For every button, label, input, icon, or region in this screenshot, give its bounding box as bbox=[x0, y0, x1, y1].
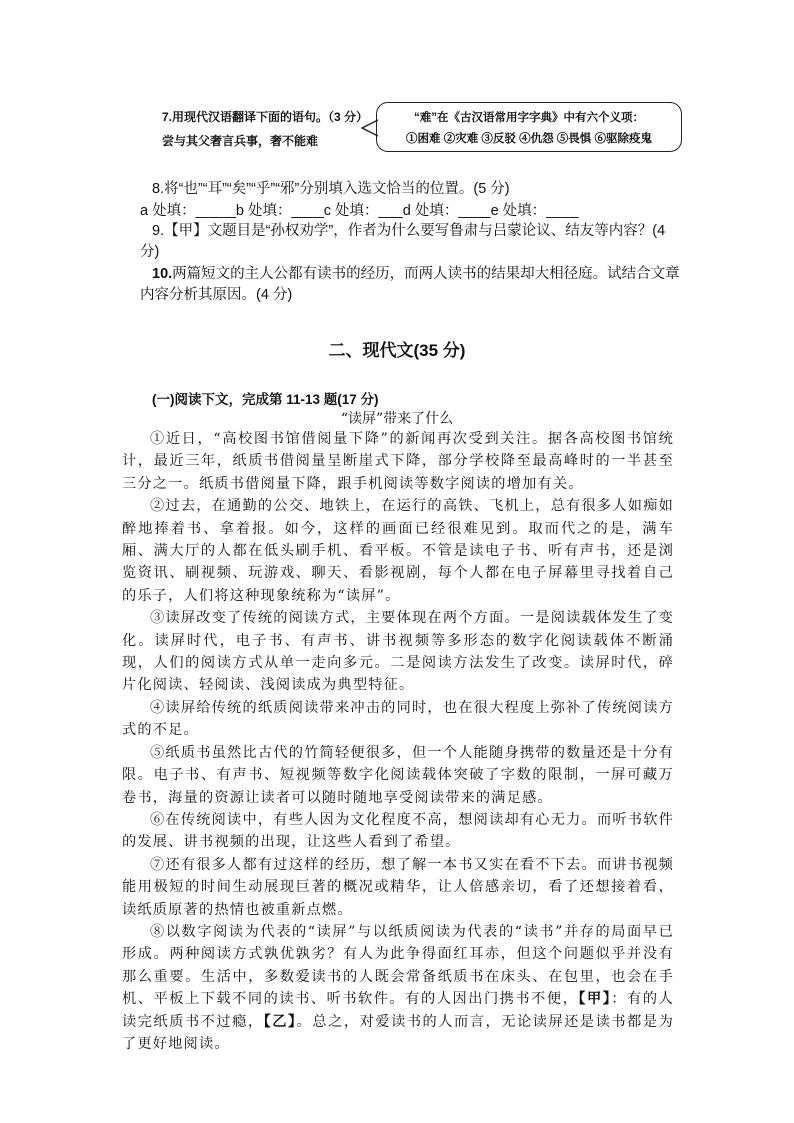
paragraph-8-part-b: ：有的人读完纸质书不过瘾， bbox=[122, 991, 674, 1030]
question-7 bbox=[162, 105, 372, 153]
article-paragraph-8 bbox=[122, 921, 674, 1055]
question-10-number: 10. bbox=[152, 266, 173, 282]
dictionary-note-title: “难”在《古汉语常用字字典》中有六个义项： bbox=[414, 112, 644, 124]
article-paragraph-1: ①近日，“高校图书馆借阅量下降”的新闻再次受到关注。据各高校图书馆统计，最近三年，纸质书借阅量呈断崖式下降，部分学校降至最高峰时的一半甚至三分之一。纸质书借阅量下降，跟手机阅读等数字阅读的增加有关。 bbox=[122, 431, 674, 492]
article-body bbox=[122, 428, 674, 1055]
reading-part-heading: (一)阅读下文，完成第 11-13 题(17 分) bbox=[152, 392, 379, 407]
question-7-prompt: 7.用现代汉语翻译下面的语句。（3 分） bbox=[162, 110, 369, 124]
article-paragraph-2: ②过去，在通勤的公交、地铁上，在运行的高铁、飞机上，总有很多人如痴如醉地捧着书、拿着报。如今，这样的画面已经很难见到。取而代之的是，满车厢、满大厅的人都在低头刷手机、看平板。不管是读电子书、听有声书，还是浏览资讯、刷视频、玩游戏、聊天、看影视剧，每个人都在电子屏幕里寻找着自己的乐子，人们将这种现象统称为“读屏”。 bbox=[122, 498, 674, 604]
dictionary-note-bubble bbox=[376, 102, 682, 152]
dictionary-note-meanings: ①困难 ②灾难 ③反驳 ④仇怨 ⑤畏惧 ⑥驱除疫鬼 bbox=[406, 133, 652, 145]
question-7-sentence: 尝与其父奢言兵事，奢不能难 bbox=[162, 134, 319, 148]
paragraph-8-part-a: ⑧以数字阅读为代表的“读屏”与以纸质阅读为代表的“读书”并存的局面早已形成。两种阅读方式孰优孰劣？有人为此争得面红耳赤，但这个问题似乎并没有那么重要。生活中，多数爱读书的人既会常备纸质书在床头、在包里，也会在手机、平板上下载不同的读书、听书软件。有的人因出门携书不便， bbox=[122, 923, 674, 1008]
blank-marker-yi: 【乙】 bbox=[263, 1013, 297, 1030]
question-8: 8.将“也”“耳”“矣”“乎”“邪”分别填入选文恰当的位置。(5 分) bbox=[152, 181, 510, 197]
article-paragraph-4: ④读屏给传统的纸质阅读带来冲击的同时，也在很大程度上弥补了传统阅读方式的不足。 bbox=[122, 699, 674, 739]
article-paragraph-6: ⑥在传统阅读中，有些人因为文化程度不高，想阅读却有心无力。而听书软件的发展、讲书视频的出现，让这些人看到了希望。 bbox=[122, 811, 674, 851]
section-title: 二、现代文(35 分) bbox=[328, 341, 466, 360]
question-8-blanks: a 处填：_____b 处填：____c 处填：___d 处填：____e 处填：____ bbox=[140, 203, 579, 219]
blank-marker-jia: 【甲】 bbox=[578, 991, 612, 1008]
article-paragraph-7: ⑦还有很多人都有过这样的经历，想了解一本书又实在看不下去。而讲书视频能用极短的时间生动展现巨著的概况或精华，让人倍感亲切，看了还想接着看，读纸质原著的热情也被重新点燃。 bbox=[122, 856, 674, 918]
question-9: 9.【甲】文题目是“孙权劝学”，作者为什么要写鲁肃与吕蒙论议、结友等内容？(4 分) bbox=[140, 223, 666, 260]
paragraph-8-part-c: 。总之，对爱读书的人而言，无论读屏还是读书都是为了更好地阅读。 bbox=[122, 1013, 674, 1052]
article-paragraph-3: ③读屏改变了传统的阅读方式，主要体现在两个方面。一是阅读载体发生了变化。读屏时代，电子书、有声书、讲书视频等多形态的数字化阅读载体不断涌现，人们的阅读方式从单一走向多元。二是阅读方法发生了改变。读屏时代，碎片化阅读、轻阅读、浅阅读成为典型特征。 bbox=[122, 610, 674, 694]
article-title: “读屏”带来了什么 bbox=[340, 411, 454, 427]
article-paragraph-5: ⑤纸质书虽然比古代的竹简轻便很多，但一个人能随身携带的数量还是十分有限。电子书、有声书、短视频等数字化阅读载体突破了字数的限制，一屏可藏万卷书，海量的资源让读者可以随时随地享受阅读带来的满足感。 bbox=[122, 744, 674, 806]
question-10-text: 两篇短文的主人公都有读书的经历，而两人读书的结果却大相径庭。试结合文章内容分析其原因。(4 分) bbox=[140, 266, 680, 303]
question-10 bbox=[140, 264, 680, 306]
